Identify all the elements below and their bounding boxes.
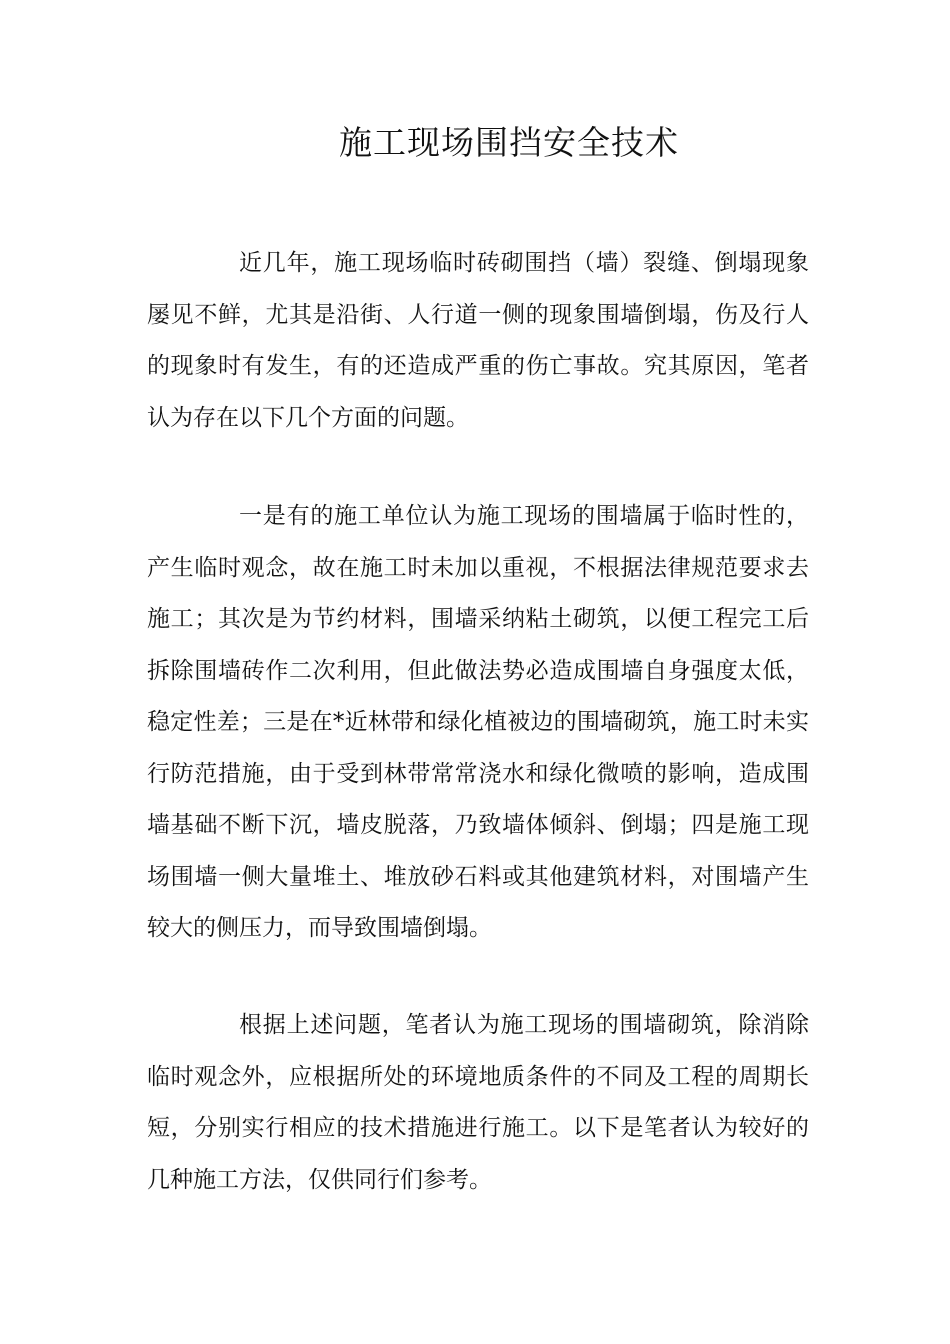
document-title: 施工现场围挡安全技术 xyxy=(339,123,679,162)
paragraph-solutions: 根据上述问题，笔者认为施工现场的围墙砌筑，除消除临时观念外，应根据所处的环境地质条件的不同及工程的周期长短，分别实行相应的技术措施进行施工。以下是笔者认为较好的几种施工方法，仅供同行们参考。 xyxy=(147,1012,809,1193)
paragraph-intro: 近几年，施工现场临时砖砌围挡（墙）裂缝、倒塌现象屡见不鲜，尤其是沿街、人行道一侧的现象围墙倒塌，伤及行人的现象时有发生，有的还造成严重的伤亡事故。究其原因，笔者认为存在以下几个方面的问题。 xyxy=(147,250,809,431)
paragraph-problems: 一是有的施工单位认为施工现场的围墙属于临时性的，产生临时观念，故在施工时未加以重视，不根据法律规范要求去施工；其次是为节约材料，围墙采纳粘土砌筑，以便工程完工后拆除围墙砖作二次利用，但此做法势必造成围墙自身强度太低，稳定性差；三是在*近林带和绿化植被边的围墙砌筑，施工时未实行防范措施，由于受到林带常常浇水和绿化微喷的影响，造成围墙基础不断下沉，墙皮脱落，乃致墙体倾斜、倒塌；四是施工现场围墙一侧大量堆土、堆放砂石料或其他建筑材料，对围墙产生较大的侧压力，而导致围墙倒塌。 xyxy=(147,503,809,941)
